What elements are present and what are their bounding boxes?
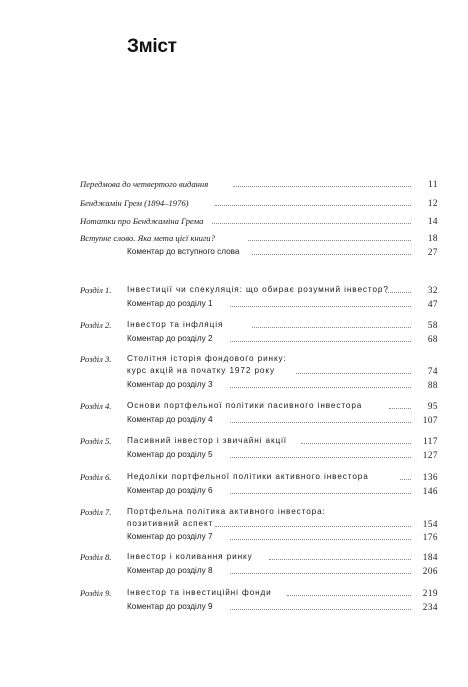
toc-entry[interactable] bbox=[0, 245, 468, 259]
page-number: 107 bbox=[422, 415, 438, 425]
dot-leader bbox=[233, 186, 411, 187]
page-number: 68 bbox=[427, 334, 438, 344]
chapter-title: Інвестиції чи спекуляція: що обирає розумний інвестор? bbox=[127, 285, 389, 294]
toc-entry[interactable] bbox=[0, 332, 468, 346]
chapter-title: Інвестор та інфляція bbox=[127, 320, 224, 329]
page-number: 95 bbox=[427, 401, 438, 411]
dot-leader bbox=[230, 457, 411, 458]
toc-entry[interactable] bbox=[0, 530, 468, 544]
dot-leader bbox=[269, 559, 411, 560]
dot-leader bbox=[248, 240, 411, 241]
page-number: 88 bbox=[427, 380, 438, 390]
dot-leader bbox=[400, 479, 411, 480]
page-number: 206 bbox=[422, 566, 438, 576]
page-number: 47 bbox=[427, 299, 438, 309]
comment-title: Коментар до розділу 5 bbox=[127, 450, 213, 459]
entry-title: Бенджамін Грем (1894–1976) bbox=[80, 198, 189, 208]
comment-title: Коментар до розділу 1 bbox=[127, 299, 213, 308]
comment-title: Коментар до розділу 6 bbox=[127, 486, 213, 495]
chapter-label: Розділ 6. bbox=[80, 472, 112, 482]
dot-leader bbox=[230, 539, 411, 540]
entry-title: Нотатки про Бенджаміна Грема bbox=[80, 216, 204, 226]
toc-entry[interactable] bbox=[0, 196, 468, 210]
comment-title: Коментар до розділу 8 bbox=[127, 566, 213, 575]
dot-leader bbox=[230, 609, 411, 610]
dot-leader bbox=[389, 408, 411, 409]
toc-entry[interactable] bbox=[0, 214, 468, 228]
comment-title: Коментар до розділу 2 bbox=[127, 334, 213, 343]
chapter-title-line2: курс акцій на початку 1972 року bbox=[127, 366, 275, 375]
chapter-entry[interactable] bbox=[0, 399, 468, 413]
dot-leader bbox=[252, 254, 411, 255]
chapter-label: Розділ 9. bbox=[80, 588, 112, 598]
chapter-entry[interactable] bbox=[0, 470, 468, 484]
page-number: 12 bbox=[427, 198, 438, 208]
page-title: Зміст bbox=[127, 36, 177, 57]
dot-leader bbox=[252, 327, 411, 328]
entry-title: Коментар до вступного слова bbox=[127, 247, 240, 256]
page-number: 219 bbox=[422, 588, 438, 598]
toc-entry[interactable] bbox=[0, 564, 468, 578]
page-number: 136 bbox=[422, 472, 438, 482]
toc-entry[interactable] bbox=[0, 600, 468, 614]
dot-leader bbox=[230, 341, 411, 342]
page-number: 74 bbox=[427, 366, 438, 376]
entry-title: Вступне слово. Яка мета цієї книги? bbox=[80, 233, 215, 243]
toc-entry[interactable] bbox=[0, 297, 468, 311]
dot-leader bbox=[301, 443, 411, 444]
comment-title: Коментар до розділу 4 bbox=[127, 415, 213, 424]
toc-entry[interactable] bbox=[0, 231, 468, 245]
chapter-title-line2: позитивний аспект bbox=[127, 519, 214, 528]
page-number: 176 bbox=[422, 532, 438, 542]
chapter-label: Розділ 3. bbox=[80, 354, 112, 364]
chapter-title: Недоліки портфельної політики активного інвестора bbox=[127, 472, 369, 481]
dot-leader bbox=[230, 387, 411, 388]
page-number: 117 bbox=[423, 436, 438, 446]
chapter-entry[interactable] bbox=[0, 434, 468, 448]
toc-entry[interactable] bbox=[0, 484, 468, 498]
dot-leader bbox=[230, 422, 411, 423]
toc-entry[interactable] bbox=[0, 177, 468, 191]
toc-entry[interactable] bbox=[0, 413, 468, 427]
comment-title: Коментар до розділу 3 bbox=[127, 380, 213, 389]
chapter-label: Розділ 1. bbox=[80, 285, 112, 295]
chapter-entry[interactable] bbox=[0, 318, 468, 332]
chapter-title: Пасивний інвестор і звичайні акції bbox=[127, 436, 287, 445]
comment-title: Коментар до розділу 9 bbox=[127, 602, 213, 611]
chapter-title: Портфельна політика активного інвестора: bbox=[127, 507, 326, 516]
chapter-label: Розділ 4. bbox=[80, 401, 112, 411]
page-number: 11 bbox=[428, 179, 438, 189]
chapter-title: Інвестор та інвестиційні фонди bbox=[127, 588, 272, 597]
page-number: 14 bbox=[427, 216, 438, 226]
page-number: 154 bbox=[422, 519, 438, 529]
page-number: 32 bbox=[427, 285, 438, 295]
page-number: 58 bbox=[427, 320, 438, 330]
comment-title: Коментар до розділу 7 bbox=[127, 532, 213, 541]
dot-leader bbox=[296, 373, 411, 374]
chapter-entry-continued[interactable] bbox=[0, 364, 468, 378]
toc-entry[interactable] bbox=[0, 378, 468, 392]
dot-leader bbox=[230, 573, 411, 574]
chapter-entry-continued[interactable] bbox=[0, 517, 468, 531]
page-number: 127 bbox=[422, 450, 438, 460]
chapter-entry[interactable] bbox=[0, 283, 468, 297]
dot-leader bbox=[215, 205, 411, 206]
dot-leader bbox=[215, 526, 411, 527]
chapter-label: Розділ 7. bbox=[80, 507, 112, 517]
page-number: 27 bbox=[427, 247, 438, 257]
chapter-label: Розділ 2. bbox=[80, 320, 112, 330]
chapter-title: Інвестор і коливання ринку bbox=[127, 552, 253, 561]
entry-title: Передмова до четвертого видання bbox=[80, 179, 209, 189]
chapter-entry[interactable] bbox=[0, 550, 468, 564]
chapter-title: Основи портфельної політики пасивного інвестора bbox=[127, 401, 363, 410]
page-number: 18 bbox=[427, 233, 438, 243]
toc-entry[interactable] bbox=[0, 448, 468, 462]
chapter-entry[interactable] bbox=[0, 586, 468, 600]
dot-leader bbox=[230, 493, 411, 494]
page-number: 234 bbox=[422, 602, 438, 612]
chapter-label: Розділ 5. bbox=[80, 436, 112, 446]
chapter-label: Розділ 8. bbox=[80, 552, 112, 562]
dot-leader bbox=[287, 595, 411, 596]
chapter-title: Столітня історія фондового ринку: bbox=[127, 354, 287, 363]
page-number: 146 bbox=[422, 486, 438, 496]
dot-leader bbox=[386, 292, 411, 293]
dot-leader bbox=[230, 306, 411, 307]
dot-leader bbox=[212, 223, 411, 224]
page-number: 184 bbox=[422, 552, 438, 562]
